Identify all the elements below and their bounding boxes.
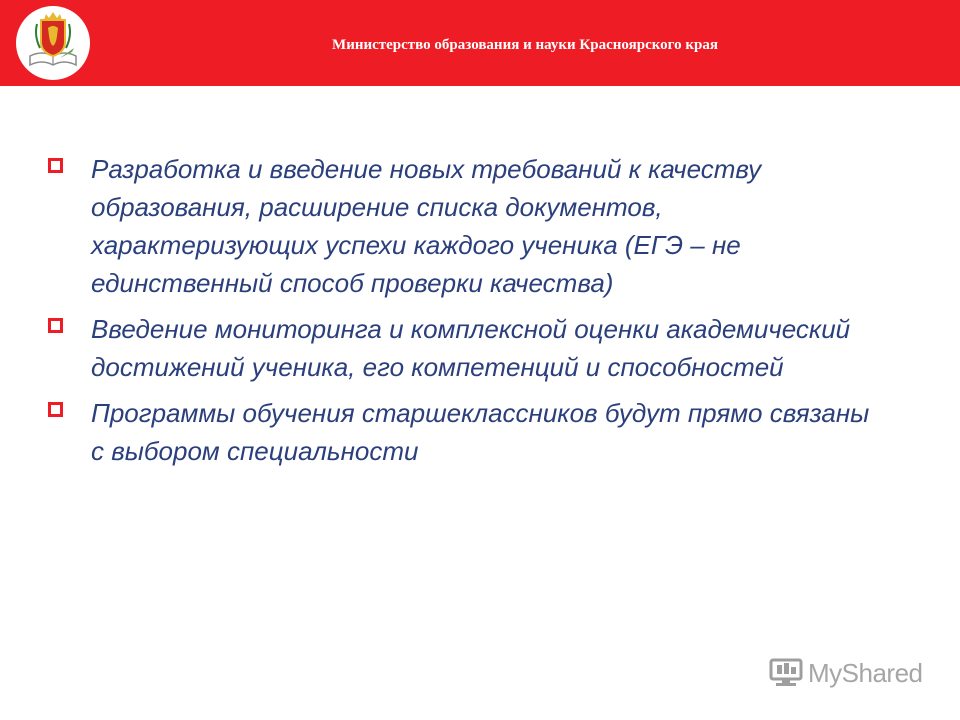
list-item	[46, 394, 886, 470]
square-bullet-icon	[48, 158, 63, 173]
coat-of-arms-icon	[16, 6, 90, 80]
bullet-text: Программы обучения старшеклассников будут прямо связаны с выбором специальности	[91, 398, 870, 466]
list-item	[46, 310, 886, 386]
list-item	[46, 150, 886, 302]
square-bullet-icon	[48, 402, 63, 417]
watermark	[769, 655, 923, 691]
header-bar	[0, 0, 960, 86]
watermark-text: MyShared	[808, 658, 923, 688]
bullet-text: Разработка и введение новых требований к качеству образования, расширение списка документов, характеризующих успехи каждого ученика (ЕГЭ – не единственный способ проверки качества)	[91, 154, 762, 298]
monitor-icon	[769, 657, 803, 689]
square-bullet-icon	[48, 318, 63, 333]
bullet-text: Введение мониторинга и комплексной оценки академический достижений ученика, его компетенций и способностей	[91, 314, 851, 382]
header-title: Министерство образования и науки Красноярского края	[332, 37, 718, 53]
bullet-list	[46, 150, 886, 478]
